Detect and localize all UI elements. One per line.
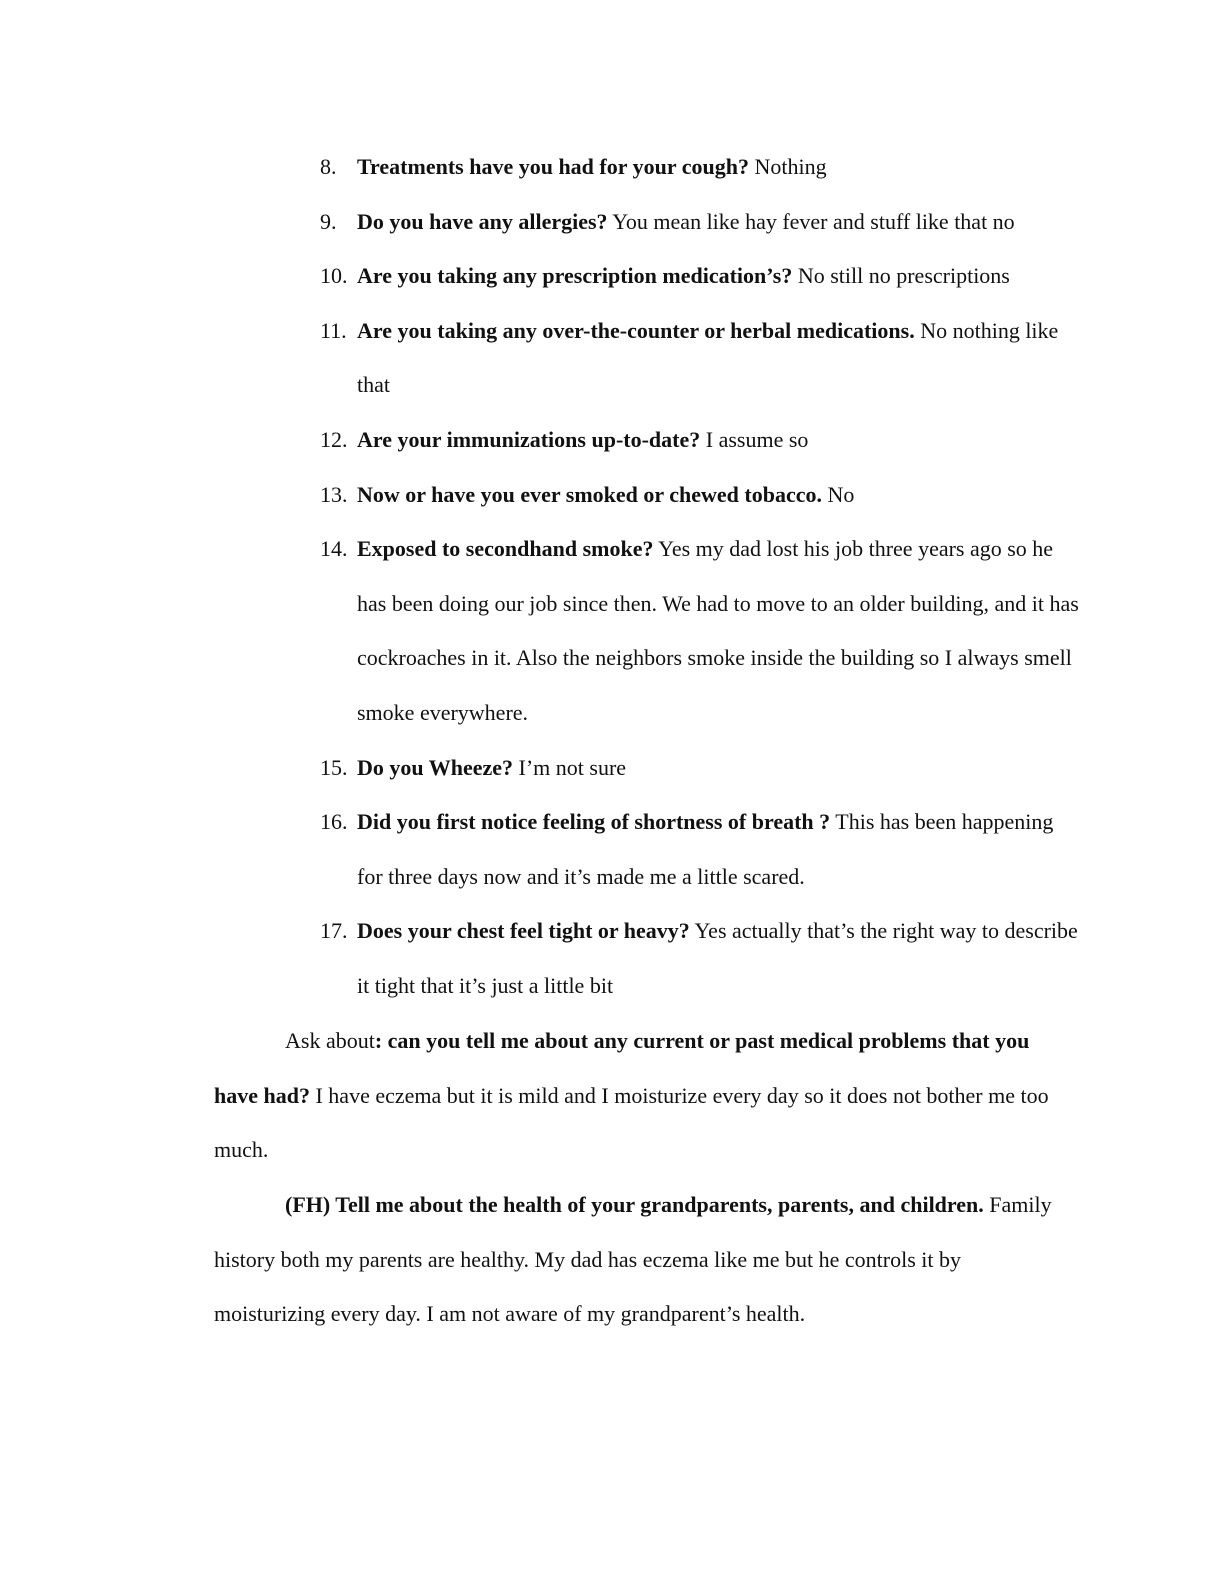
answer-text: Yes actually that’s the right way to describe it tight that it’s just a little bit (357, 918, 1078, 998)
question-text: Did you first notice feeling of shortness of breath ? (357, 809, 831, 835)
item-number: 11. (320, 317, 347, 343)
family-history-paragraph (214, 1178, 1074, 1342)
item-number: 12. (320, 426, 348, 452)
question-text: Are you taking any over-the-counter or herbal medications. (357, 317, 915, 343)
question-text: Exposed to secondhand smoke? (357, 536, 654, 562)
item-number: 17. (320, 918, 348, 944)
list-item (320, 304, 1080, 413)
question-text: Do you Wheeze? (357, 754, 514, 780)
answer-text: Nothing (748, 154, 827, 179)
answer-text: No (822, 481, 855, 507)
list-item (320, 904, 1080, 1013)
answer-text: No still no prescriptions (792, 263, 1010, 289)
answer-text: I’m not sure (513, 754, 627, 780)
ask-about-prefix: Ask about (285, 1028, 375, 1053)
question-text: Are your immunizations up-to-date? (357, 426, 701, 452)
list-item (320, 249, 1080, 304)
list-item (320, 741, 1080, 796)
family-history-question: (FH) Tell me about the health of your grandparents, parents, and children. (285, 1192, 984, 1217)
question-text: Now or have you ever smoked or chewed tobacco. (357, 481, 823, 507)
answer-text: You mean like hay fever and stuff like that no (607, 208, 1015, 234)
question-text: Treatments have you had for your cough? (357, 154, 749, 179)
list-item (320, 468, 1080, 523)
past-medical-question: : can you tell me about any current or past medical problems that you have had? (214, 1028, 1030, 1108)
answer-text: No nothing like that (357, 317, 1059, 398)
answer-text: I assume so (700, 426, 809, 452)
interview-question-list (320, 140, 1080, 1014)
item-number: 15. (320, 754, 348, 780)
item-number: 14. (320, 536, 348, 562)
item-number: 9. (320, 208, 337, 234)
question-text: Are you taking any prescription medication’s? (357, 263, 793, 289)
item-number: 8. (320, 154, 337, 179)
family-history-answer: Family history both my parents are healthy. My dad has eczema like me but he controls it by moisturizing every day. I am not aware of my grandparent’s health. (214, 1192, 1052, 1327)
question-text: Does your chest feel tight or heavy? (357, 918, 690, 944)
past-medical-answer: I have eczema but it is mild and I moisturize every day so it does not bother me too much. (214, 1082, 1049, 1163)
past-medical-paragraph (214, 1014, 1074, 1178)
item-number: 10. (320, 263, 348, 289)
item-number: 13. (320, 481, 348, 507)
list-item (320, 522, 1080, 740)
list-item (320, 413, 1080, 468)
list-item (320, 195, 1080, 250)
answer-text: This has been happening for three days now and it’s made me a little scared. (357, 809, 1054, 889)
question-text: Do you have any allergies? (357, 208, 608, 234)
list-item (320, 140, 1080, 195)
list-item (320, 795, 1080, 904)
item-number: 16. (320, 809, 348, 835)
answer-text: Yes my dad lost his job three years ago so he has been doing our job since then. We had to move to an older building, and it has cockroaches in it. Also the neighbors smoke inside the building so I always smell smoke everywhere. (357, 536, 1079, 725)
